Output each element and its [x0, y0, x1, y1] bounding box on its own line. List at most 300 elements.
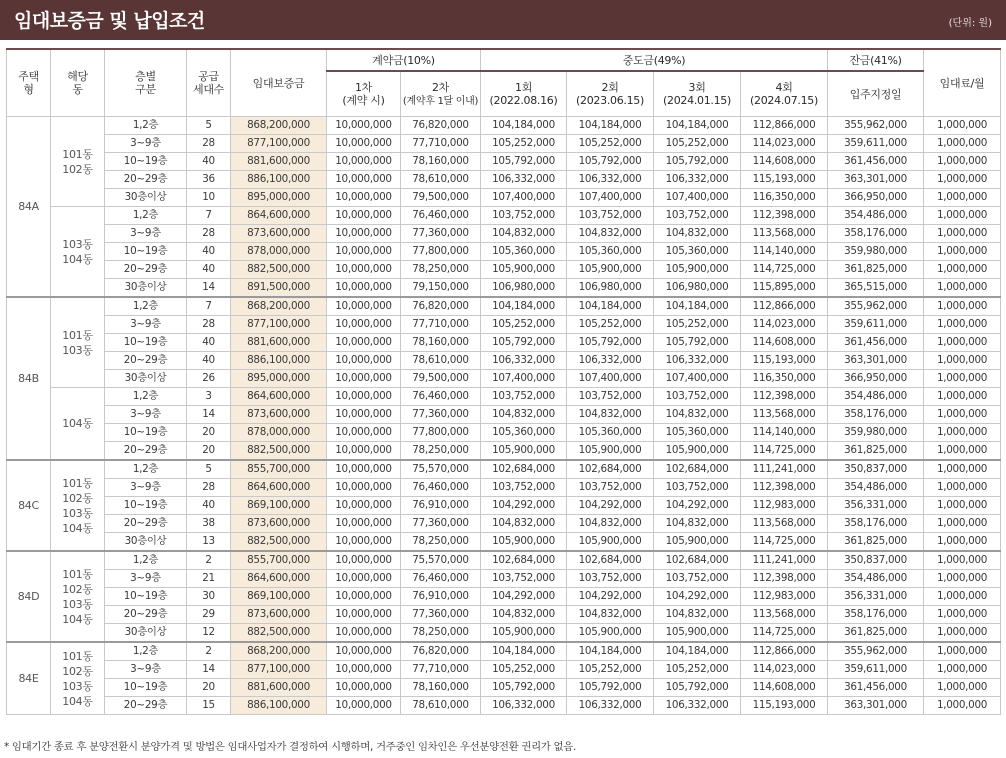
cell-contract-2: 76,820,000: [401, 297, 481, 316]
cell-contract-2: 78,160,000: [401, 334, 481, 352]
cell-contract-2: 79,500,000: [401, 370, 481, 388]
cell-type: 84D: [7, 551, 51, 642]
cell-contract-1: 10,000,000: [327, 551, 401, 570]
cell-middle-2: 105,792,000: [567, 153, 654, 171]
cell-middle-3: 104,832,000: [654, 515, 741, 533]
cell-floor: 3~9층: [105, 316, 187, 334]
cell-rent: 1,000,000: [924, 497, 1001, 515]
cell-contract-1: 10,000,000: [327, 334, 401, 352]
cell-floor: 3~9층: [105, 135, 187, 153]
cell-middle-3: 106,980,000: [654, 279, 741, 298]
cell-units: 7: [187, 207, 231, 225]
cell-deposit: 882,500,000: [231, 442, 327, 461]
cell-deposit: 877,100,000: [231, 661, 327, 679]
cell-deposit: 864,600,000: [231, 207, 327, 225]
cell-middle-1: 105,360,000: [481, 243, 567, 261]
cell-contract-1: 10,000,000: [327, 606, 401, 624]
cell-floor: 3~9층: [105, 479, 187, 497]
cell-floor: 1,2층: [105, 388, 187, 406]
cell-middle-4: 112,983,000: [741, 497, 828, 515]
table-row: [7, 135, 1001, 153]
cell-middle-2: 105,252,000: [567, 135, 654, 153]
header-type: 주택 형: [7, 49, 51, 117]
table-body: [7, 117, 1001, 715]
cell-middle-2: 106,332,000: [567, 352, 654, 370]
cell-contract-2: 78,250,000: [401, 533, 481, 552]
cell-middle-2: 104,832,000: [567, 225, 654, 243]
cell-contract-2: 78,610,000: [401, 171, 481, 189]
cell-floor: 10~19층: [105, 424, 187, 442]
cell-balance: 355,962,000: [828, 297, 924, 316]
cell-balance: 363,301,000: [828, 697, 924, 715]
cell-contract-1: 10,000,000: [327, 406, 401, 424]
table-row: [7, 279, 1001, 298]
cell-units: 7: [187, 297, 231, 316]
dong-label: 104동: [62, 521, 93, 535]
table-row: [7, 225, 1001, 243]
cell-middle-2: 105,252,000: [567, 316, 654, 334]
cell-contract-1: 10,000,000: [327, 460, 401, 479]
cell-units: 14: [187, 661, 231, 679]
cell-middle-4: 112,866,000: [741, 642, 828, 661]
cell-balance: 358,176,000: [828, 606, 924, 624]
cell-middle-4: 113,568,000: [741, 225, 828, 243]
cell-deposit: 864,600,000: [231, 479, 327, 497]
cell-middle-3: 102,684,000: [654, 460, 741, 479]
cell-deposit: 868,200,000: [231, 117, 327, 135]
cell-contract-1: 10,000,000: [327, 243, 401, 261]
cell-contract-2: 76,460,000: [401, 570, 481, 588]
cell-middle-1: 105,252,000: [481, 661, 567, 679]
table-row: [7, 424, 1001, 442]
header-units: 공급 세대수: [187, 49, 231, 117]
cell-floor: 10~19층: [105, 497, 187, 515]
cell-middle-2: 104,832,000: [567, 406, 654, 424]
cell-balance: 359,611,000: [828, 316, 924, 334]
cell-units: 40: [187, 352, 231, 370]
cell-contract-1: 10,000,000: [327, 570, 401, 588]
cell-rent: 1,000,000: [924, 171, 1001, 189]
header-movein: 입주지정일: [828, 71, 924, 117]
cell-contract-1: 10,000,000: [327, 479, 401, 497]
cell-middle-4: 113,568,000: [741, 515, 828, 533]
deposit-table: [6, 48, 1001, 715]
cell-units: 15: [187, 697, 231, 715]
cell-deposit: 873,600,000: [231, 515, 327, 533]
cell-units: 28: [187, 316, 231, 334]
cell-middle-1: 106,332,000: [481, 171, 567, 189]
cell-contract-1: 10,000,000: [327, 153, 401, 171]
cell-middle-3: 105,900,000: [654, 442, 741, 461]
cell-middle-4: 111,241,000: [741, 460, 828, 479]
cell-balance: 354,486,000: [828, 479, 924, 497]
cell-balance: 356,331,000: [828, 497, 924, 515]
cell-middle-1: 105,792,000: [481, 334, 567, 352]
cell-contract-2: 77,710,000: [401, 135, 481, 153]
header-floor: 층별 구분: [105, 49, 187, 117]
cell-middle-1: 103,752,000: [481, 570, 567, 588]
cell-contract-2: 76,910,000: [401, 497, 481, 515]
cell-floor: 30층이상: [105, 624, 187, 643]
cell-middle-2: 105,792,000: [567, 334, 654, 352]
table-row: [7, 606, 1001, 624]
cell-middle-1: 102,684,000: [481, 460, 567, 479]
cell-rent: 1,000,000: [924, 243, 1001, 261]
cell-middle-3: 104,832,000: [654, 225, 741, 243]
cell-rent: 1,000,000: [924, 189, 1001, 207]
cell-floor: 30층이상: [105, 370, 187, 388]
cell-floor: 1,2층: [105, 117, 187, 135]
cell-middle-2: 105,900,000: [567, 261, 654, 279]
table-header: [7, 49, 1001, 117]
cell-rent: 1,000,000: [924, 279, 1001, 298]
cell-rent: 1,000,000: [924, 606, 1001, 624]
cell-contract-1: 10,000,000: [327, 370, 401, 388]
cell-dong: [51, 642, 105, 715]
cell-middle-2: 105,900,000: [567, 533, 654, 552]
cell-balance: 361,825,000: [828, 533, 924, 552]
cell-middle-4: 114,023,000: [741, 135, 828, 153]
cell-middle-4: 114,023,000: [741, 661, 828, 679]
cell-balance: 359,980,000: [828, 243, 924, 261]
cell-contract-2: 77,360,000: [401, 606, 481, 624]
dong-label: 104동: [62, 694, 93, 708]
cell-rent: 1,000,000: [924, 388, 1001, 406]
cell-rent: 1,000,000: [924, 551, 1001, 570]
header-middle-2: 2회 (2023.06.15): [567, 71, 654, 117]
cell-middle-4: 115,193,000: [741, 352, 828, 370]
cell-deposit: 873,600,000: [231, 606, 327, 624]
cell-middle-1: 106,332,000: [481, 697, 567, 715]
cell-deposit: 873,600,000: [231, 406, 327, 424]
cell-middle-4: 113,568,000: [741, 606, 828, 624]
cell-balance: 359,611,000: [828, 135, 924, 153]
cell-contract-2: 76,460,000: [401, 479, 481, 497]
cell-middle-4: 112,866,000: [741, 297, 828, 316]
cell-contract-1: 10,000,000: [327, 515, 401, 533]
cell-floor: 30층이상: [105, 533, 187, 552]
table-row: [7, 388, 1001, 406]
cell-balance: 355,962,000: [828, 117, 924, 135]
cell-middle-3: 106,332,000: [654, 352, 741, 370]
cell-floor: 3~9층: [105, 225, 187, 243]
header-contract-1: 1차 (계약 시): [327, 71, 401, 117]
cell-units: 28: [187, 225, 231, 243]
cell-contract-2: 76,820,000: [401, 117, 481, 135]
cell-units: 26: [187, 370, 231, 388]
cell-deposit: 882,500,000: [231, 624, 327, 643]
dong-label: 104동: [62, 252, 93, 266]
cell-middle-2: 107,400,000: [567, 189, 654, 207]
cell-middle-4: 112,398,000: [741, 207, 828, 225]
cell-type: 84E: [7, 642, 51, 715]
table-row: [7, 370, 1001, 388]
cell-middle-3: 103,752,000: [654, 570, 741, 588]
dong-label: 102동: [62, 162, 93, 176]
cell-middle-4: 112,398,000: [741, 388, 828, 406]
cell-units: 28: [187, 135, 231, 153]
cell-middle-4: 114,140,000: [741, 243, 828, 261]
dong-label: 103동: [62, 343, 93, 357]
cell-contract-2: 78,160,000: [401, 153, 481, 171]
footnote: * 임대기간 종료 후 분양전환시 분양가격 및 방법은 임대사업자가 결정하여 시행하며, 거주중인 임차인은 우선분양전환 권리가 없음.: [4, 741, 577, 753]
cell-contract-1: 10,000,000: [327, 171, 401, 189]
header-middle-3: 3회 (2024.01.15): [654, 71, 741, 117]
cell-contract-1: 10,000,000: [327, 533, 401, 552]
cell-contract-1: 10,000,000: [327, 117, 401, 135]
cell-middle-1: 104,832,000: [481, 515, 567, 533]
cell-middle-2: 104,184,000: [567, 117, 654, 135]
cell-middle-3: 104,184,000: [654, 642, 741, 661]
cell-middle-2: 104,184,000: [567, 642, 654, 661]
cell-rent: 1,000,000: [924, 117, 1001, 135]
cell-rent: 1,000,000: [924, 370, 1001, 388]
title-bar: [0, 0, 1006, 40]
cell-units: 29: [187, 606, 231, 624]
cell-middle-4: 114,023,000: [741, 316, 828, 334]
cell-units: 38: [187, 515, 231, 533]
cell-middle-4: 114,608,000: [741, 334, 828, 352]
cell-rent: 1,000,000: [924, 515, 1001, 533]
cell-middle-4: 112,983,000: [741, 588, 828, 606]
cell-middle-2: 102,684,000: [567, 460, 654, 479]
table-row: [7, 624, 1001, 643]
cell-contract-1: 10,000,000: [327, 189, 401, 207]
cell-middle-2: 105,360,000: [567, 424, 654, 442]
cell-rent: 1,000,000: [924, 533, 1001, 552]
cell-balance: 359,611,000: [828, 661, 924, 679]
cell-units: 30: [187, 588, 231, 606]
dong-label: 101동: [62, 328, 93, 342]
dong-label: 103동: [62, 237, 93, 251]
cell-deposit: 868,200,000: [231, 297, 327, 316]
cell-deposit: 864,600,000: [231, 570, 327, 588]
dong-label: 102동: [62, 664, 93, 678]
header-deposit: 임대보증금: [231, 49, 327, 117]
cell-middle-1: 107,400,000: [481, 189, 567, 207]
cell-units: 13: [187, 533, 231, 552]
cell-rent: 1,000,000: [924, 316, 1001, 334]
cell-middle-4: 114,608,000: [741, 153, 828, 171]
header-dong: 해당 동: [51, 49, 105, 117]
cell-rent: 1,000,000: [924, 642, 1001, 661]
cell-balance: 359,980,000: [828, 424, 924, 442]
cell-contract-1: 10,000,000: [327, 352, 401, 370]
cell-middle-1: 103,752,000: [481, 207, 567, 225]
cell-units: 40: [187, 497, 231, 515]
cell-deposit: 855,700,000: [231, 551, 327, 570]
cell-contract-2: 76,460,000: [401, 207, 481, 225]
cell-contract-2: 77,360,000: [401, 225, 481, 243]
table-row: [7, 243, 1001, 261]
dong-label: 104동: [62, 612, 93, 626]
cell-contract-1: 10,000,000: [327, 316, 401, 334]
cell-middle-3: 105,792,000: [654, 679, 741, 697]
cell-middle-3: 106,332,000: [654, 171, 741, 189]
table-row: [7, 479, 1001, 497]
cell-middle-2: 105,900,000: [567, 442, 654, 461]
cell-units: 40: [187, 261, 231, 279]
cell-middle-2: 106,332,000: [567, 697, 654, 715]
cell-middle-1: 104,832,000: [481, 606, 567, 624]
cell-balance: 358,176,000: [828, 225, 924, 243]
cell-middle-3: 105,900,000: [654, 533, 741, 552]
cell-floor: 20~29층: [105, 171, 187, 189]
cell-contract-2: 77,710,000: [401, 316, 481, 334]
cell-dong: [51, 551, 105, 642]
cell-contract-1: 10,000,000: [327, 225, 401, 243]
cell-middle-3: 104,832,000: [654, 606, 741, 624]
cell-deposit: 877,100,000: [231, 135, 327, 153]
cell-middle-3: 107,400,000: [654, 189, 741, 207]
cell-middle-1: 103,752,000: [481, 479, 567, 497]
cell-rent: 1,000,000: [924, 334, 1001, 352]
cell-dong: [51, 207, 105, 298]
cell-middle-4: 115,895,000: [741, 279, 828, 298]
cell-floor: 20~29층: [105, 606, 187, 624]
cell-balance: 354,486,000: [828, 570, 924, 588]
cell-middle-1: 106,332,000: [481, 352, 567, 370]
cell-contract-1: 10,000,000: [327, 279, 401, 298]
cell-contract-2: 77,800,000: [401, 424, 481, 442]
header-balance: 잔금(41%): [828, 49, 924, 71]
header-middle-4: 4회 (2024.07.15): [741, 71, 828, 117]
cell-balance: 361,456,000: [828, 334, 924, 352]
dong-label: 103동: [62, 597, 93, 611]
cell-deposit: 881,600,000: [231, 679, 327, 697]
cell-deposit: 868,200,000: [231, 642, 327, 661]
page-title: 임대보증금 및 납입조건: [14, 10, 205, 32]
dong-label: 102동: [62, 491, 93, 505]
cell-rent: 1,000,000: [924, 207, 1001, 225]
cell-deposit: 864,600,000: [231, 388, 327, 406]
table-row: [7, 442, 1001, 461]
header-middle: 중도금(49%): [481, 49, 828, 71]
table-row: [7, 261, 1001, 279]
cell-dong: [51, 388, 105, 461]
cell-middle-3: 107,400,000: [654, 370, 741, 388]
cell-rent: 1,000,000: [924, 406, 1001, 424]
cell-floor: 30층이상: [105, 279, 187, 298]
cell-middle-3: 105,252,000: [654, 661, 741, 679]
cell-middle-4: 114,608,000: [741, 679, 828, 697]
table-row: [7, 207, 1001, 225]
cell-middle-3: 103,752,000: [654, 479, 741, 497]
cell-rent: 1,000,000: [924, 624, 1001, 643]
cell-contract-2: 78,250,000: [401, 442, 481, 461]
table-row: [7, 406, 1001, 424]
cell-contract-2: 75,570,000: [401, 551, 481, 570]
cell-middle-2: 103,752,000: [567, 207, 654, 225]
cell-middle-1: 104,832,000: [481, 406, 567, 424]
cell-middle-2: 104,832,000: [567, 515, 654, 533]
cell-units: 20: [187, 442, 231, 461]
cell-rent: 1,000,000: [924, 661, 1001, 679]
cell-contract-1: 10,000,000: [327, 642, 401, 661]
cell-middle-3: 105,252,000: [654, 316, 741, 334]
cell-middle-2: 103,752,000: [567, 388, 654, 406]
table-row: [7, 117, 1001, 135]
cell-balance: 355,962,000: [828, 642, 924, 661]
dong-label: 104동: [62, 417, 93, 430]
table-row: [7, 533, 1001, 552]
cell-rent: 1,000,000: [924, 297, 1001, 316]
cell-contract-1: 10,000,000: [327, 207, 401, 225]
cell-contract-1: 10,000,000: [327, 624, 401, 643]
cell-type: 84A: [7, 117, 51, 298]
cell-contract-1: 10,000,000: [327, 297, 401, 316]
cell-deposit: 869,100,000: [231, 497, 327, 515]
cell-contract-2: 77,710,000: [401, 661, 481, 679]
cell-middle-2: 104,292,000: [567, 588, 654, 606]
cell-type: 84C: [7, 460, 51, 551]
cell-middle-1: 104,184,000: [481, 642, 567, 661]
cell-floor: 1,2층: [105, 460, 187, 479]
cell-rent: 1,000,000: [924, 153, 1001, 171]
header-contract: 계약금(10%): [327, 49, 481, 71]
cell-floor: 10~19층: [105, 588, 187, 606]
cell-units: 5: [187, 117, 231, 135]
cell-deposit: 878,000,000: [231, 424, 327, 442]
cell-rent: 1,000,000: [924, 679, 1001, 697]
cell-middle-1: 105,792,000: [481, 679, 567, 697]
cell-balance: 354,486,000: [828, 388, 924, 406]
cell-contract-2: 79,500,000: [401, 189, 481, 207]
cell-contract-2: 79,150,000: [401, 279, 481, 298]
cell-middle-2: 104,292,000: [567, 497, 654, 515]
header-middle-1: 1회 (2022.08.16): [481, 71, 567, 117]
cell-floor: 20~29층: [105, 352, 187, 370]
cell-contract-2: 76,460,000: [401, 388, 481, 406]
cell-balance: 358,176,000: [828, 515, 924, 533]
cell-rent: 1,000,000: [924, 424, 1001, 442]
cell-units: 5: [187, 460, 231, 479]
cell-rent: 1,000,000: [924, 261, 1001, 279]
cell-middle-3: 104,832,000: [654, 406, 741, 424]
cell-middle-3: 104,184,000: [654, 297, 741, 316]
cell-rent: 1,000,000: [924, 588, 1001, 606]
cell-rent: 1,000,000: [924, 352, 1001, 370]
cell-contract-2: 78,160,000: [401, 679, 481, 697]
table-row: [7, 570, 1001, 588]
cell-middle-1: 104,184,000: [481, 297, 567, 316]
cell-middle-4: 114,725,000: [741, 261, 828, 279]
cell-middle-4: 116,350,000: [741, 370, 828, 388]
table-row: [7, 515, 1001, 533]
cell-balance: 354,486,000: [828, 207, 924, 225]
cell-middle-4: 114,725,000: [741, 624, 828, 643]
cell-contract-2: 77,360,000: [401, 406, 481, 424]
cell-dong: [51, 460, 105, 551]
cell-middle-3: 106,332,000: [654, 697, 741, 715]
unit-label: (단위: 원): [948, 18, 992, 29]
cell-middle-3: 104,292,000: [654, 497, 741, 515]
cell-units: 2: [187, 642, 231, 661]
cell-deposit: 886,100,000: [231, 352, 327, 370]
cell-floor: 10~19층: [105, 334, 187, 352]
cell-middle-2: 104,832,000: [567, 606, 654, 624]
cell-deposit: 882,500,000: [231, 533, 327, 552]
cell-rent: 1,000,000: [924, 135, 1001, 153]
cell-balance: 356,331,000: [828, 588, 924, 606]
cell-floor: 20~29층: [105, 442, 187, 461]
table-row: [7, 171, 1001, 189]
cell-dong: [51, 117, 105, 207]
cell-contract-2: 78,250,000: [401, 624, 481, 643]
cell-middle-4: 111,241,000: [741, 551, 828, 570]
cell-balance: 358,176,000: [828, 406, 924, 424]
cell-middle-3: 102,684,000: [654, 551, 741, 570]
